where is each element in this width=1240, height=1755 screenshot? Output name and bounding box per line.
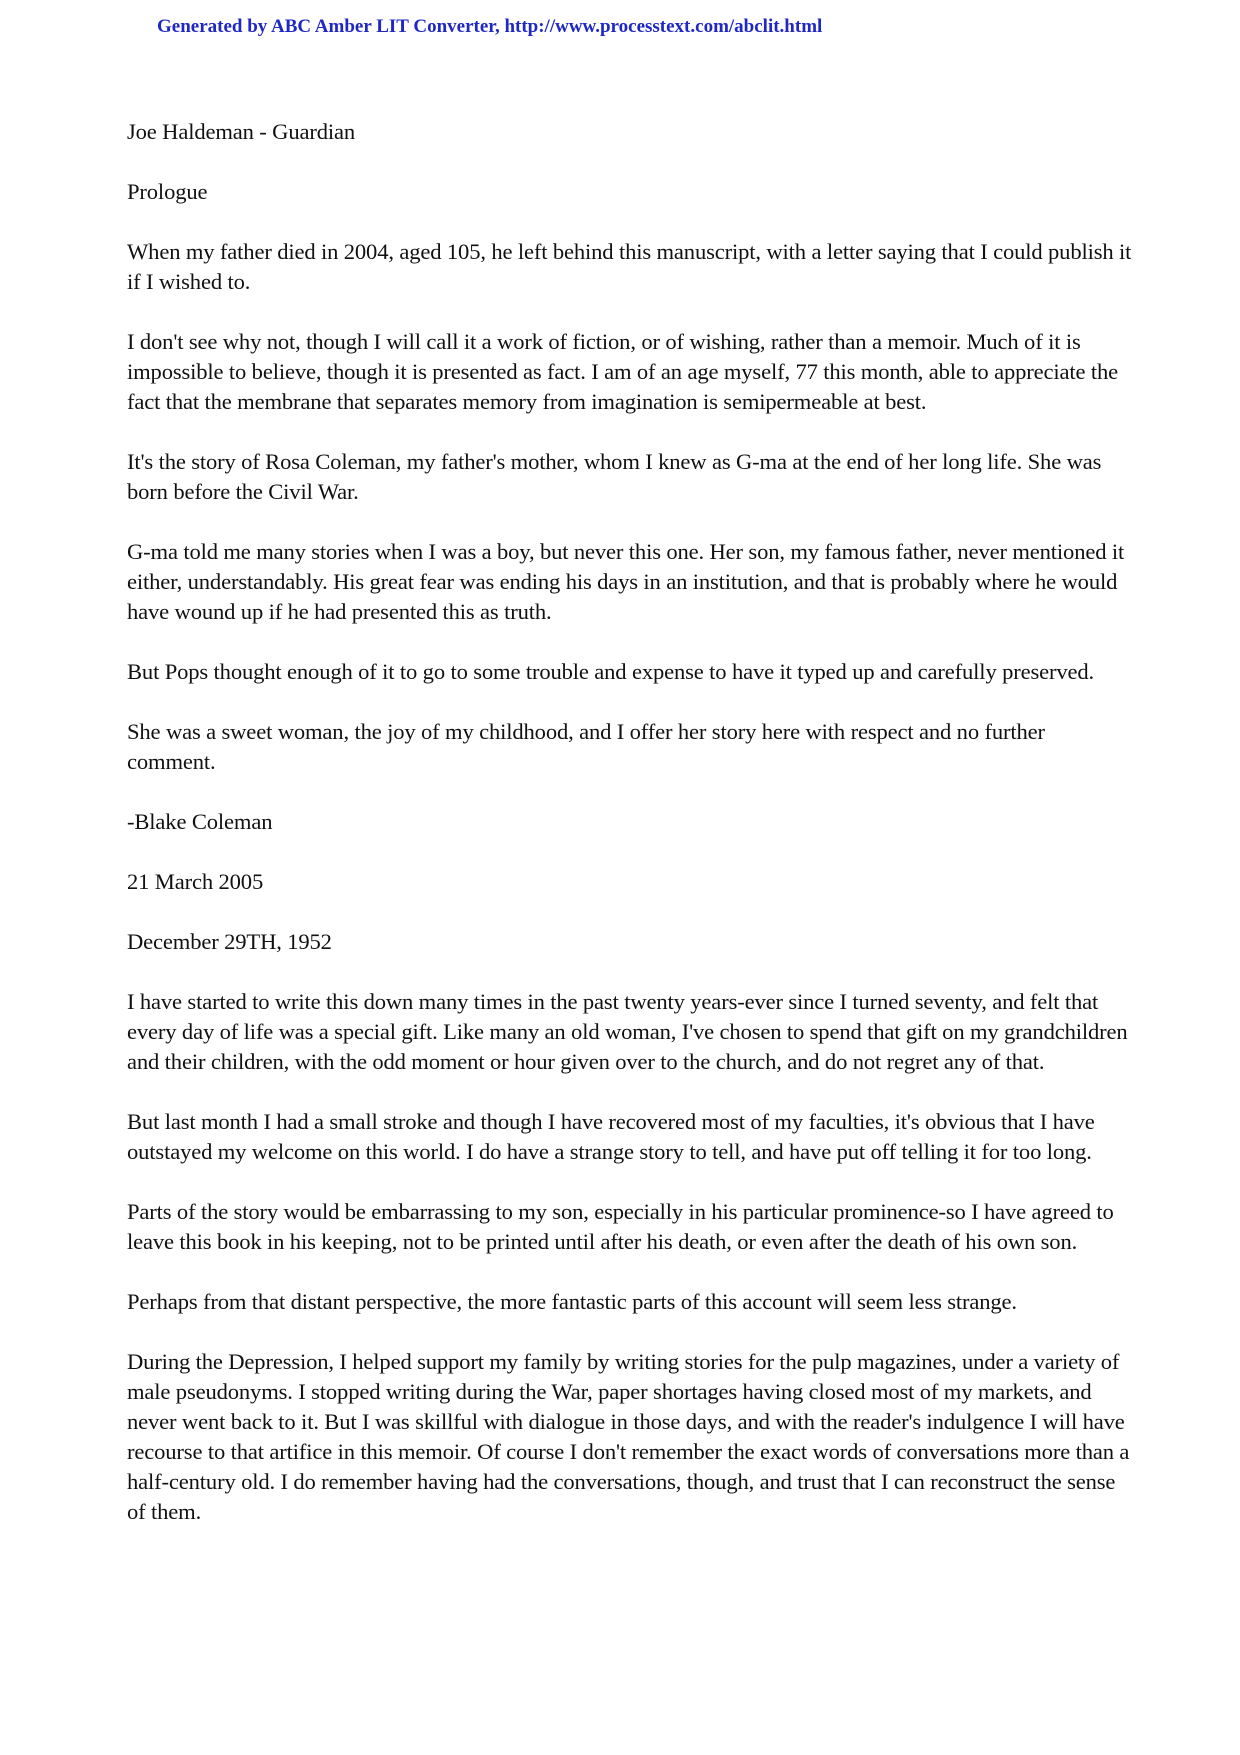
- paragraph: I have started to write this down many times in the past twenty years-ever since I turned seventy, and felt that every day of life was a special gift. Like many an old woman, I've chosen to spend that gift on my grandchildren and their children, with the odd moment or hour given over to the church, and do not regret any of that.: [127, 989, 1128, 1074]
- signature-date: 21 March 2005: [127, 869, 264, 894]
- paragraph: It's the story of Rosa Coleman, my father's mother, whom I knew as G-ma at the end of her long life. She was born before the Civil War.: [127, 449, 1102, 504]
- chapter-date-heading: December 29TH, 1952: [127, 929, 332, 954]
- document-body: [127, 117, 1137, 1557]
- paragraph: But last month I had a small stroke and though I have recovered most of my faculties, it's obvious that I have outstayed my welcome on this world. I do have a strange story to tell, and have put off telling it for too long.: [127, 1109, 1095, 1164]
- section-heading-prologue: Prologue: [127, 179, 208, 204]
- paragraph: Perhaps from that distant perspective, the more fantastic parts of this account will seem less strange.: [127, 1289, 1017, 1314]
- paragraph: Parts of the story would be embarrassing to my son, especially in his particular prominence-so I have agreed to leave this book in his keeping, not to be printed until after his death, or even after the death of his own son.: [127, 1199, 1114, 1254]
- paragraph: I don't see why not, though I will call it a work of fiction, or of wishing, rather than a memoir. Much of it is impossible to believe, though it is presented as fact. I am of an age myself, 77 this month, able to appreciate the fact that the membrane that separates memory from imagination is semipermeable at best.: [127, 329, 1119, 414]
- signature-line: -Blake Coleman: [127, 809, 273, 834]
- paragraph: During the Depression, I helped support my family by writing stories for the pulp magazines, under a variety of male pseudonyms. I stopped writing during the War, paper shortages having closed most of my markets, and never went back to it. But I was skillful with dialogue in those days, and with the reader's indulgence I will have recourse to that artifice in this memoir. Of course I don't remember the exact words of conversations more than a half-century old. I do remember having had the conversations, though, and trust that I can reconstruct the sense of them.: [127, 1349, 1130, 1524]
- document-title: Joe Haldeman - Guardian: [127, 119, 356, 144]
- paragraph: When my father died in 2004, aged 105, he left behind this manuscript, with a letter saying that I could publish it if I wished to.: [127, 239, 1132, 294]
- paragraph: G-ma told me many stories when I was a boy, but never this one. Her son, my famous father, never mentioned it either, understandably. His great fear was ending his days in an institution, and that is probably where he would have wound up if he had presented this as truth.: [127, 539, 1125, 624]
- converter-banner: Generated by ABC Amber LIT Converter, http://www.processtext.com/abclit.html: [157, 16, 823, 37]
- paragraph: She was a sweet woman, the joy of my childhood, and I offer her story here with respect and no further comment.: [127, 719, 1045, 774]
- paragraph: But Pops thought enough of it to go to some trouble and expense to have it typed up and carefully preserved.: [127, 659, 1095, 684]
